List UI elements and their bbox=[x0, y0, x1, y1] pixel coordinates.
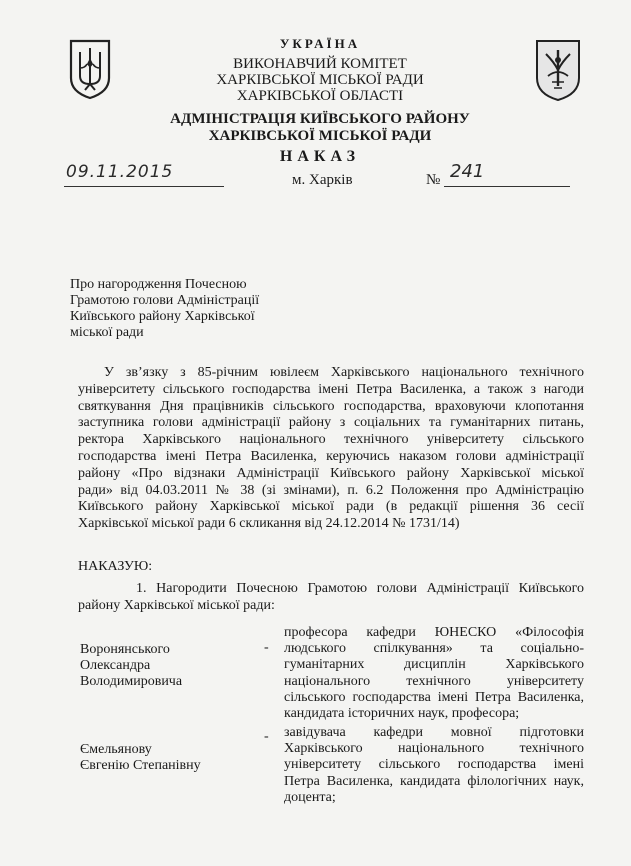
subject-line: міської ради bbox=[70, 325, 144, 340]
awardee-name-line: Володимировича bbox=[80, 674, 183, 689]
header-committee-line: ХАРКІВСЬКОЇ МІСЬКОЇ РАДИ bbox=[216, 72, 424, 88]
list-dash: - bbox=[264, 729, 269, 744]
subject-line: Про нагородження Почесною bbox=[70, 277, 247, 292]
awardee-name bbox=[80, 642, 182, 690]
header-committee-line: ВИКОНАВЧИЙ КОМІТЕТ bbox=[233, 56, 407, 72]
kharkiv-coat-of-arms-icon bbox=[534, 38, 582, 102]
preamble-line: У зв’язку з 85-річним ювілеєм Харківського національного технічного bbox=[104, 365, 584, 380]
tryzub-coat-of-arms-icon bbox=[68, 38, 112, 100]
awardee-desc-line: професора кафедри ЮНЕСКО «Філософія bbox=[284, 625, 584, 640]
item-line: 1. Нагородити Почесною Грамотою голови Адміністрації Київського bbox=[136, 581, 584, 596]
awardee-desc-line: доцента; bbox=[284, 789, 336, 805]
awardee-desc-line: завідувача кафедри мовної підготовки bbox=[284, 725, 584, 740]
awardee-desc-line: Харківського національного технічного bbox=[284, 741, 584, 757]
preamble-line: університету сільського господарства імені Петра Василенка, а також з нагоди bbox=[78, 381, 584, 397]
awardee-desc-line: людського спілкування» та соціально- bbox=[284, 641, 584, 657]
preamble-paragraph bbox=[78, 365, 584, 533]
preamble-line: святкування Дня працівників сільського господарства, враховуючи клопотання bbox=[78, 398, 584, 414]
document-type-title: НАКАЗ bbox=[279, 148, 361, 165]
number-field bbox=[444, 161, 570, 187]
awardee-desc-line: гуманітарних дисциплін Харківського bbox=[284, 657, 584, 673]
awardee-description bbox=[284, 625, 584, 722]
preamble-line: Харківської міської ради 6 скликання від 24.12.2014 № 1731/14) bbox=[78, 516, 460, 532]
awardee-description bbox=[284, 725, 584, 806]
header-administration-line: АДМІНІСТРАЦІЯ КИЇВСЬКОГО РАЙОНУ bbox=[170, 111, 470, 127]
subject-line: Київського району Харківської bbox=[70, 309, 255, 324]
awardee-desc-line: національного технічного університету bbox=[284, 673, 584, 689]
preamble-line: заступника голови адміністрації району з соціальних та гуманітарних питань, bbox=[78, 415, 584, 431]
header-committee-line: ХАРКІВСЬКОЇ ОБЛАСТІ bbox=[236, 88, 404, 104]
header-country: УКРАЇНА bbox=[279, 36, 361, 51]
awardee-desc-line: Петра Василенка, кандидата філологічних наук, bbox=[284, 773, 584, 789]
order-subject bbox=[70, 277, 290, 341]
preamble-line: району «Про відзнаки Адміністрації Київського району Харківської міської bbox=[78, 465, 584, 481]
order-item-1 bbox=[78, 580, 584, 614]
awardee-name-line: Ємельянову bbox=[80, 742, 152, 757]
awardee-name-line: Воронянського bbox=[80, 642, 170, 657]
subject-line: Грамотою голови Адміністрації bbox=[70, 293, 260, 308]
awardee-desc-line: університету сільського господарства імені bbox=[284, 757, 584, 773]
list-dash: - bbox=[264, 640, 269, 655]
preamble-line: господарства імені Петра Василенка, керуючись наказом голови адміністрації bbox=[78, 448, 584, 464]
handwritten-date: 09.11.2015 bbox=[66, 162, 174, 182]
order-heading: НАКАЗУЮ: bbox=[78, 559, 153, 574]
preamble-line: ради» від 04.03.2011 № 38 (зі змінами), п. 6.2 Положення про Адміністрацію bbox=[78, 482, 584, 498]
number-sign: № bbox=[426, 172, 441, 188]
awardee-desc-line: кандидата історичних наук, професора; bbox=[284, 706, 520, 722]
awardee-name-line: Олександра bbox=[80, 658, 151, 673]
header-administration-line: ХАРКІВСЬКОЇ МІСЬКОЇ РАДИ bbox=[208, 128, 432, 144]
handwritten-number: 241 bbox=[450, 161, 485, 182]
awardee-name bbox=[80, 742, 201, 774]
awardee-name-line: Євгенію Степанівну bbox=[80, 758, 201, 773]
city-label: м. Харків bbox=[292, 172, 353, 188]
preamble-line: Київського району Харківської міської ради (в редакції рішення 36 сесії bbox=[78, 499, 584, 515]
awardee-desc-line: сільського господарства імені Петра Василенка, bbox=[284, 689, 584, 705]
item-line: району Харківської міської ради: bbox=[78, 598, 275, 613]
date-field bbox=[64, 162, 224, 187]
preamble-line: ректора Харківського національного технічного університету сільського bbox=[78, 432, 584, 448]
